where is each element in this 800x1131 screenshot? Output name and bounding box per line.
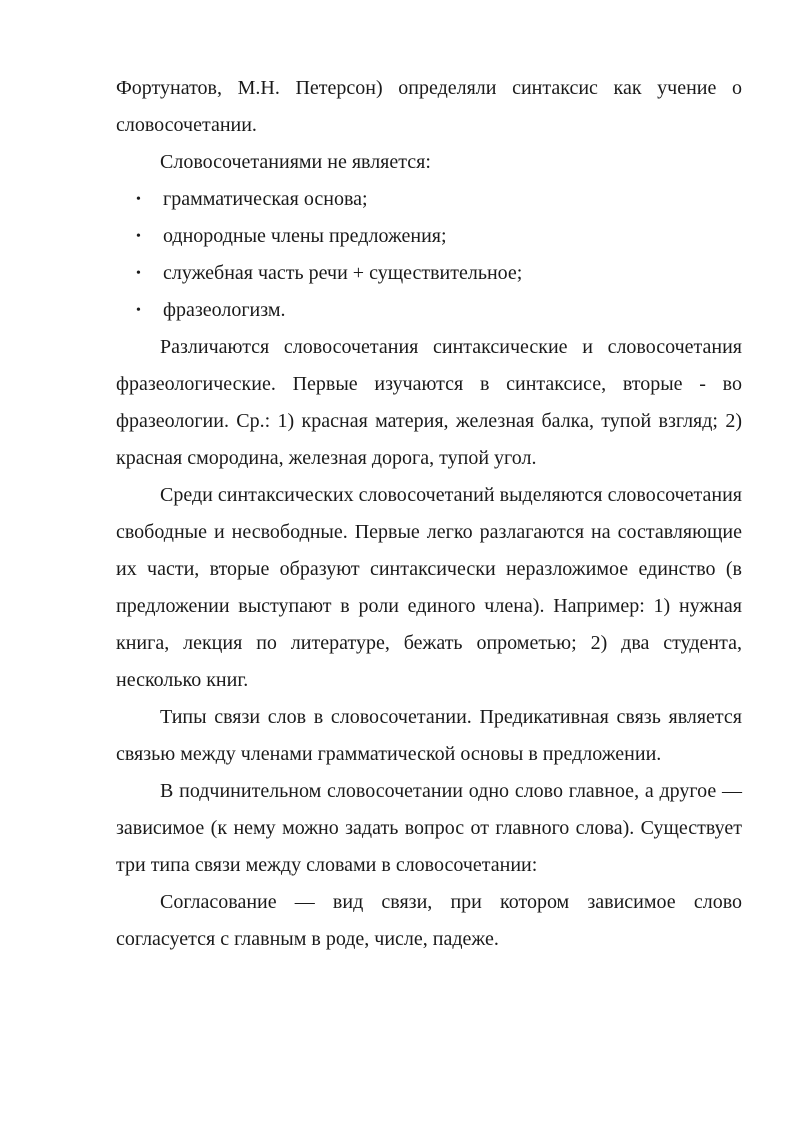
bullet-icon: • xyxy=(136,229,141,244)
list-item xyxy=(116,292,742,329)
list-intro: Словосочетаниями не является: xyxy=(160,151,431,173)
document-page xyxy=(116,70,742,958)
list-item-text: однородные члены предложения; xyxy=(163,225,447,247)
list-item xyxy=(116,255,742,292)
list-item-text: фразеологизм. xyxy=(163,299,286,321)
paragraph-link-types: Типы связи слов в словосочетании. Предикативная связь является связью между членами грамматической основы в предложении. xyxy=(116,706,742,765)
paragraph-subordinate: В подчинительном словосочетании одно слово главное, а другое — зависимое (к нему можно задать вопрос от главного слова). Существует три типа связи между словами в словосочетании: xyxy=(116,780,742,876)
bullet-icon: • xyxy=(136,266,141,281)
bullet-list xyxy=(116,181,742,329)
list-item xyxy=(116,181,742,218)
list-item xyxy=(116,218,742,255)
list-item-text: служебная часть речи + существительное; xyxy=(163,262,523,284)
bullet-icon: • xyxy=(136,192,141,207)
paragraph-free-bound: Среди синтаксических словосочетаний выделяются словосочетания свободные и несвободные. Первые легко разлагаются на составляющие их части, вторые образуют синтаксически неразложимое единство (в предложении выступают в роли единого члена). Например: 1) нужная книга, лекция по литературе, бежать опрометью; 2) два студента, несколько книг. xyxy=(116,484,742,691)
list-item-text: грамматическая основа; xyxy=(163,188,368,210)
continued-paragraph: Фортунатов, М.Н. Петерсон) определяли синтаксис как учение о словосочетании. xyxy=(116,77,742,136)
paragraph-phrase-kinds: Различаются словосочетания синтаксические и словосочетания фразеологические. Первые изучаются в синтаксисе, вторые - во фразеологии. Ср.: 1) красная материя, железная балка, тупой взгляд; 2) красная смородина, железная дорога, тупой угол. xyxy=(116,336,742,469)
paragraph-agreement: Согласование — вид связи, при котором зависимое слово согласуется с главным в роде, числе, падеже. xyxy=(116,891,742,950)
bullet-icon: • xyxy=(136,303,141,318)
